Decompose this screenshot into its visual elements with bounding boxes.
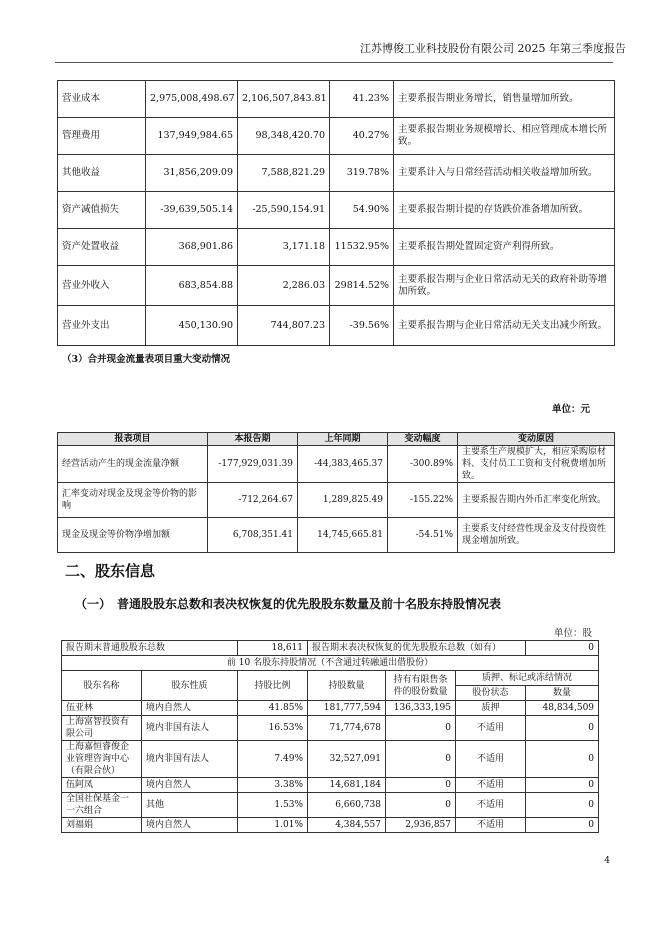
holder-count: 0 (526, 716, 599, 741)
col-header-qty: 持股数量 (308, 671, 386, 701)
item-cell: 汇率变动对现金及现金等价物的影响 (58, 483, 208, 518)
reason-cell: 主要系计入与日常经营活动相关收益增加所致。 (394, 155, 615, 192)
table-row (62, 778, 599, 793)
change-cell: 319.78% (330, 155, 394, 192)
prior-cell: 98,348,420.70 (238, 118, 330, 155)
holder-count: 48,834,509 (526, 701, 599, 716)
col-header-reason: 变动原因 (458, 433, 615, 446)
shareholder-unit-label: 单位：股 (553, 628, 592, 639)
top10-title-row (62, 656, 599, 671)
holder-ratio: 1.53% (238, 793, 308, 818)
holder-nature: 境内非国有法人 (142, 716, 238, 741)
holder-count: 0 (526, 778, 599, 793)
reason-cell: 主要系支付经营性现金及支付投资性现金增加所致。 (458, 518, 615, 553)
cashflow-section-title: （3）合并现金流量表项目重大变动情况 (62, 354, 231, 365)
prior-cell: -25,590,154.91 (238, 192, 330, 229)
col-header-current: 本报告期 (208, 433, 298, 446)
holder-nature: 境内自然人 (142, 778, 238, 793)
current-cell: 683,854.88 (146, 266, 238, 306)
pref-holders-value: 0 (526, 641, 599, 656)
holder-ratio: 41.85% (238, 701, 308, 716)
report-header-title: 江苏博俊工业科技股份有限公司 2025 年第三季度报告 (360, 42, 626, 55)
reason-cell: 主要系报告期与企业日常活动无关的政府补助等增加所致。 (394, 266, 615, 306)
current-cell: 450,130.90 (146, 306, 238, 346)
table-row (58, 81, 615, 118)
prior-cell: 7,588,821.29 (238, 155, 330, 192)
table-row (62, 701, 599, 716)
header-divider (55, 62, 613, 63)
holder-restricted: 0 (386, 741, 456, 778)
col-header-item: 报表项目 (58, 433, 208, 446)
prior-cell: 2,106,507,843.81 (238, 81, 330, 118)
current-cell: -177,929,031.39 (208, 446, 298, 483)
holder-name: 上海嘉恒睿俊企业管理咨询中心（有限合伙） (62, 741, 142, 778)
holder-name: 全国社保基金一一六组合 (62, 793, 142, 818)
holder-ratio: 1.01% (238, 818, 308, 833)
change-cell: 11532.95% (330, 229, 394, 266)
reason-cell: 主要系报告期内外币汇率变化所致。 (458, 483, 615, 518)
holder-qty: 6,660,738 (308, 793, 386, 818)
col-header-change: 变动幅度 (388, 433, 458, 446)
total-holders-value: 18,611 (238, 641, 308, 656)
holder-count: 0 (526, 793, 599, 818)
holder-qty: 71,774,678 (308, 716, 386, 741)
reason-cell: 主要系生产规模扩大，相应采购原材料、支付员工工资和支付税费增加所致。 (458, 446, 615, 483)
holder-status: 不适用 (456, 778, 526, 793)
holder-status: 不适用 (456, 716, 526, 741)
item-cell: 其他收益 (58, 155, 146, 192)
table-row (62, 818, 599, 833)
change-cell: 40.27% (330, 118, 394, 155)
holder-restricted: 136,333,195 (386, 701, 456, 716)
holder-count: 0 (526, 818, 599, 833)
current-cell: 137,949,984.65 (146, 118, 238, 155)
holder-restricted: 0 (386, 716, 456, 741)
prior-cell: -44,383,465.37 (298, 446, 388, 483)
table-row (58, 518, 615, 553)
reason-cell: 主要系报告期处置固定资产利得所致。 (394, 229, 615, 266)
item-cell: 营业外支出 (58, 306, 146, 346)
holder-name: 上海富智投资有限公司 (62, 716, 142, 741)
reason-cell: 主要系报告期业务增长，销售量增加所致。 (394, 81, 615, 118)
col-header-status: 股份状态 (456, 686, 526, 701)
prior-cell: 14,745,665.81 (298, 518, 388, 553)
table-row (58, 306, 615, 346)
holder-qty: 32,527,091 (308, 741, 386, 778)
item-cell: 管理费用 (58, 118, 146, 155)
income-changes-table (57, 80, 615, 346)
change-cell: 54.90% (330, 192, 394, 229)
current-cell: 368,901.86 (146, 229, 238, 266)
current-cell: 31,856,209.09 (146, 155, 238, 192)
shareholder-section-title: 二、股东信息 (65, 562, 156, 580)
holder-status: 不适用 (456, 818, 526, 833)
holder-name: 伍阿凤 (62, 778, 142, 793)
reason-cell: 主要系报告期与企业日常活动无关支出减少所致。 (394, 306, 615, 346)
col-header-count: 数量 (526, 686, 599, 701)
holder-qty: 14,681,184 (308, 778, 386, 793)
holder-ratio: 3.38% (238, 778, 308, 793)
holder-ratio: 7.49% (238, 741, 308, 778)
change-cell: -155.22% (388, 483, 458, 518)
col-header-restricted: 持有有限售条件的股份数量 (386, 671, 456, 701)
table-row (62, 793, 599, 818)
current-cell: 2,975,008,498.67 (146, 81, 238, 118)
holder-ratio: 16.53% (238, 716, 308, 741)
change-cell: 29814.52% (330, 266, 394, 306)
prior-cell: 744,807.23 (238, 306, 330, 346)
table-row (58, 118, 615, 155)
table-row (58, 229, 615, 266)
reason-cell: 主要系报告期业务规模增长、相应管理成本增长所致。 (394, 118, 615, 155)
col-header-pledge: 质押、标记或冻结情况 (456, 671, 599, 686)
col-header-nature: 股东性质 (142, 671, 238, 701)
table-header-row (58, 433, 615, 446)
col-header-prior: 上年同期 (298, 433, 388, 446)
change-cell: -39.56% (330, 306, 394, 346)
item-cell: 经营活动产生的现金流量净额 (58, 446, 208, 483)
holder-status: 不适用 (456, 793, 526, 818)
table-row (58, 155, 615, 192)
change-cell: -54.51% (388, 518, 458, 553)
item-cell: 营业成本 (58, 81, 146, 118)
current-cell: -712,264.67 (208, 483, 298, 518)
top10-title: 前 10 名股东持股情况（不含通过转融通出借股份） (62, 656, 599, 671)
col-header-name: 股东名称 (62, 671, 142, 701)
table-row (62, 741, 599, 778)
holder-count: 0 (526, 741, 599, 778)
table-row (58, 192, 615, 229)
pref-holders-label: 报告期末表决权恢复的优先股股东总数（如有） (308, 641, 526, 656)
change-cell: 41.23% (330, 81, 394, 118)
total-holders-label: 报告期末普通股股东总数 (62, 641, 238, 656)
item-cell: 资产处置收益 (58, 229, 146, 266)
cashflow-changes-table (57, 432, 615, 553)
holder-name: 刘福娟 (62, 818, 142, 833)
item-cell: 现金及现金等价物净增加额 (58, 518, 208, 553)
holder-qty: 181,777,594 (308, 701, 386, 716)
holder-nature: 其他 (142, 793, 238, 818)
shareholders-table (61, 640, 599, 833)
table-row (58, 483, 615, 518)
prior-cell: 1,289,825.49 (298, 483, 388, 518)
holder-name: 伍亚林 (62, 701, 142, 716)
item-cell: 营业外收入 (58, 266, 146, 306)
holder-nature: 境内自然人 (142, 818, 238, 833)
prior-cell: 2,286.03 (238, 266, 330, 306)
table-row (58, 266, 615, 306)
change-cell: -300.89% (388, 446, 458, 483)
table-header-row (62, 671, 599, 686)
holder-restricted: 2,936,857 (386, 818, 456, 833)
cashflow-unit-label: 单位：元 (551, 404, 590, 415)
table-row (58, 446, 615, 483)
current-cell: 6,708,351.41 (208, 518, 298, 553)
holder-qty: 4,384,557 (308, 818, 386, 833)
item-cell: 资产减值损失 (58, 192, 146, 229)
prior-cell: 3,171.18 (238, 229, 330, 266)
current-cell: -39,639,505.14 (146, 192, 238, 229)
holder-nature: 境内非国有法人 (142, 741, 238, 778)
page-number: 4 (604, 856, 610, 866)
table-row (62, 716, 599, 741)
holder-status: 质押 (456, 701, 526, 716)
reason-cell: 主要系报告期计提的存货跌价准备增加所致。 (394, 192, 615, 229)
holder-nature: 境内自然人 (142, 701, 238, 716)
col-header-ratio: 持股比例 (238, 671, 308, 701)
shareholder-subsection-title: （一） 普通股股东总数和表决权恢复的优先股股东数量及前十名股东持股情况表 (75, 597, 502, 611)
holder-restricted: 0 (386, 793, 456, 818)
holder-restricted: 0 (386, 778, 456, 793)
holder-status: 不适用 (456, 741, 526, 778)
summary-row (62, 641, 599, 656)
